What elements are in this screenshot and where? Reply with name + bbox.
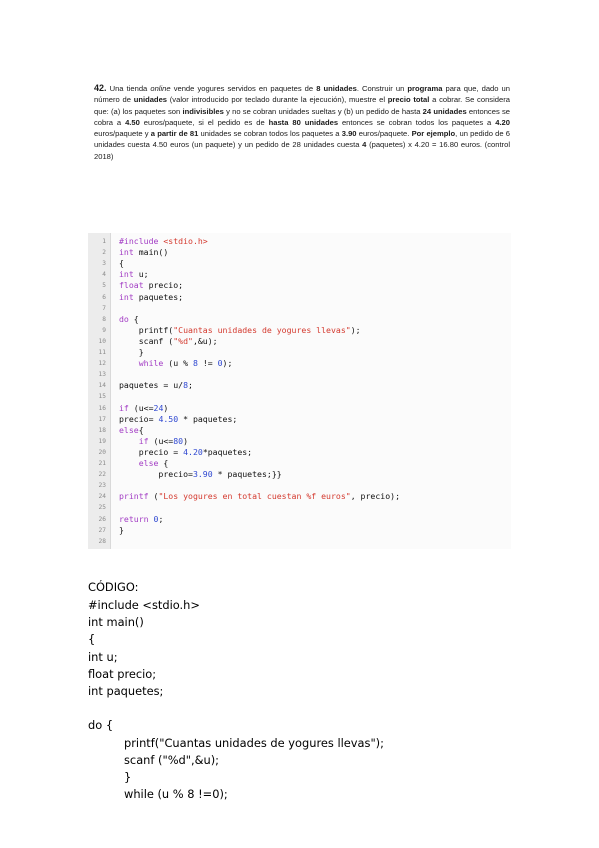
code-text: [119, 491, 400, 502]
exercise-statement: [94, 83, 510, 162]
code-token: do: [119, 313, 134, 324]
code-token: 0: [217, 358, 223, 369]
code-line: [88, 414, 511, 425]
code-text: [119, 258, 124, 269]
plain-code-line: float precio;: [88, 666, 157, 681]
code-token: , precio);: [350, 491, 400, 502]
statement-segment: 24 unidades: [422, 106, 467, 116]
code-token: !=: [197, 358, 218, 369]
line-number: 8: [102, 315, 106, 323]
line-number: 7: [102, 304, 106, 312]
statement-segment: programa: [407, 84, 443, 93]
code-line: [88, 325, 511, 336]
code-token: );: [222, 358, 233, 369]
plain-code-line: #include <stdio.h>: [88, 598, 200, 612]
code-line: [88, 536, 511, 547]
line-number: 14: [98, 382, 106, 390]
code-text: [119, 269, 149, 280]
code-token: 24: [153, 402, 164, 413]
code-token: }: [119, 347, 144, 357]
code-token: {: [133, 313, 139, 324]
statement-segment: euros/paquete.: [356, 129, 412, 139]
code-screenshot: [88, 233, 511, 549]
statement-segment: indivisibles: [182, 106, 224, 116]
statement-segment: euros/paquete, si el pedido es de: [139, 117, 269, 127]
line-number: 13: [98, 371, 106, 379]
code-line: [88, 380, 511, 391]
code-token: (: [153, 491, 159, 502]
code-line: [88, 269, 511, 280]
plain-code-line: {: [88, 632, 96, 647]
code-line: [88, 391, 511, 402]
statement-segment: 4.20: [495, 117, 510, 127]
code-line: [88, 314, 511, 325]
code-token: ;: [188, 380, 193, 391]
code-token: "%d": [173, 335, 193, 346]
code-line: [88, 358, 511, 369]
statement-segment: y no se cobran unidades sueltas y (b) un pedido de hasta: [223, 106, 423, 116]
plain-code-line: do {: [88, 718, 114, 733]
code-line: [88, 280, 511, 291]
code-text: [119, 514, 163, 525]
code-text: [119, 469, 282, 480]
code-line: [88, 469, 511, 480]
code-text: [119, 247, 168, 258]
line-number: 19: [98, 437, 106, 445]
code-token: 4.50: [158, 413, 179, 424]
code-line: [88, 347, 511, 358]
code-text: [119, 447, 252, 458]
line-number: 1: [102, 238, 106, 245]
statement-segment: entonces se cobran todos los paquetes a: [338, 117, 496, 127]
code-line: [88, 447, 511, 458]
line-number: 16: [98, 404, 106, 412]
statement-segment: entonces se cobra a: [94, 106, 511, 127]
code-line: [88, 436, 511, 447]
line-number: 18: [98, 426, 106, 434]
code-line: [88, 514, 511, 525]
line-number: 28: [98, 537, 106, 545]
code-token: int: [119, 247, 139, 258]
plain-code-line: printf("Cuantas unidades de yogures llevas");: [124, 735, 384, 750]
code-token: (u %: [168, 358, 193, 369]
code-text: [119, 358, 232, 369]
code-token: int: [119, 291, 139, 302]
code-token: 4.20: [183, 446, 203, 457]
line-number: 21: [98, 460, 106, 467]
line-number: 9: [102, 326, 106, 334]
code-text: [119, 336, 218, 347]
code-token: (u<=: [133, 402, 154, 413]
code-token: else: [119, 424, 139, 435]
code-token: (u<=: [153, 435, 174, 446]
code-line: [88, 425, 511, 436]
line-number: 20: [98, 448, 106, 456]
code-token: * paquetes;}}: [212, 469, 282, 480]
line-number: 3: [102, 260, 106, 268]
code-token: if: [119, 402, 134, 413]
code-token: precio=: [119, 413, 159, 424]
code-token: while: [119, 358, 169, 369]
code-token: if: [119, 435, 154, 446]
statement-segment: Por ejemplo: [411, 129, 456, 139]
statement-segment: , un pedido de 6 unidades cuesta 4.50 euros (un paquete) y un pedido de 28 unidades cuesta: [94, 129, 510, 150]
line-number: 26: [98, 515, 106, 523]
code-token: paquetes;: [138, 291, 184, 302]
code-token: "Los yogures en total cuestan %f euros": [158, 491, 351, 502]
line-number: 17: [98, 415, 106, 423]
statement-segment: precio total: [387, 95, 430, 105]
plain-code-line: int main(): [88, 615, 144, 630]
code-token: 8: [192, 358, 198, 369]
exercise-text: [94, 84, 510, 161]
code-token: u;: [138, 269, 149, 280]
code-token: <stdio.h>: [163, 236, 208, 246]
code-text: [119, 380, 193, 391]
code-line: [88, 403, 511, 414]
code-text: [119, 236, 208, 247]
code-text: [119, 458, 168, 469]
statement-segment: Una tienda: [109, 84, 151, 93]
code-token: *paquetes;: [202, 446, 253, 457]
code-token: return: [119, 513, 154, 524]
line-number: 5: [102, 282, 106, 290]
statement-segment: 4.50: [125, 117, 140, 127]
code-line: [88, 236, 511, 247]
code-token: 8: [183, 380, 189, 391]
statement-segment: para que, dado un número de: [94, 84, 510, 105]
code-text: [119, 292, 183, 303]
code-token: precio =: [119, 446, 184, 457]
code-line: [88, 491, 511, 502]
line-number: 25: [98, 504, 106, 512]
code-token: ;: [158, 513, 164, 524]
line-number: 27: [98, 526, 106, 534]
code-token: printf(: [119, 324, 174, 335]
line-number: 2: [102, 249, 106, 257]
code-line: [88, 480, 511, 491]
code-token: ): [163, 402, 169, 413]
plain-code-line: while (u % 8 !=0);: [124, 787, 228, 802]
line-number: 11: [98, 349, 106, 356]
code-token: precio=: [119, 469, 193, 480]
statement-segment: unidades: [133, 95, 168, 105]
code-text: [119, 325, 361, 336]
code-token: float: [119, 280, 149, 291]
code-text: [119, 280, 183, 291]
line-number: 23: [98, 482, 106, 490]
code-token: 3.90: [192, 469, 213, 480]
statement-segment: online: [150, 84, 171, 93]
code-text: [119, 314, 139, 325]
code-text: [119, 525, 124, 536]
code-token: ): [183, 435, 189, 446]
code-token: 80: [173, 435, 184, 446]
plain-code-line: scanf ("%d",&u);: [124, 752, 220, 767]
code-text: [119, 436, 188, 447]
statement-segment: (paquetes) x 4.20 = 16.80 euros. (control 2018): [94, 140, 511, 161]
code-token: {: [138, 424, 144, 435]
statement-segment: a cobrar. Se considera que: (a) los paquetes son: [94, 95, 510, 116]
code-line: [88, 369, 511, 380]
code-line: [88, 303, 511, 314]
code-text: [119, 403, 168, 414]
statement-segment: hasta 80 unidades: [268, 117, 339, 127]
code-token: }: [119, 524, 124, 535]
code-line: [88, 292, 511, 303]
code-token: 0: [153, 513, 159, 524]
code-line: [88, 525, 511, 536]
line-number: 24: [98, 493, 106, 501]
code-token: scanf (: [119, 335, 174, 346]
code-text: [119, 425, 144, 436]
plain-code-line: int u;: [88, 649, 118, 664]
code-token: printf: [119, 491, 154, 502]
exercise-number: 42.: [94, 83, 107, 93]
statement-segment: vende yogures servidos en paquetes de: [170, 84, 317, 93]
code-text: [119, 414, 237, 425]
code-line: [88, 458, 511, 469]
statement-segment: (valor introducido por teclado durante la ejecución), muestre el: [167, 95, 388, 105]
code-token: );: [350, 324, 361, 335]
statement-segment: 4: [362, 140, 367, 150]
code-token: {: [163, 458, 169, 468]
code-text: [119, 347, 144, 358]
statement-segment: 3.90: [341, 129, 357, 139]
code-line: [88, 502, 511, 513]
code-token: "Cuantas unidades de yogures llevas": [173, 324, 351, 335]
code-line: [88, 247, 511, 258]
line-number: 12: [98, 360, 106, 368]
statement-segment: . Construir un: [356, 84, 408, 93]
code-token: int: [119, 269, 139, 280]
plain-code-line: int paquetes;: [88, 684, 164, 698]
plain-code-line: }: [124, 770, 132, 784]
code-token: else: [119, 458, 164, 468]
code-token: {: [119, 258, 124, 269]
code-token: precio;: [148, 280, 184, 291]
code-token: main(): [138, 247, 169, 258]
code-line: [88, 336, 511, 347]
line-number: 4: [102, 271, 106, 279]
statement-segment: unidades se cobran todos los paquetes a: [198, 129, 342, 139]
statement-segment: euros/paquete y: [94, 129, 151, 139]
code-token: paquetes = u/: [119, 380, 184, 391]
code-token: ,&u);: [192, 335, 218, 346]
code-line: [88, 258, 511, 269]
line-number: 15: [98, 393, 106, 401]
code-token: * paquetes;: [178, 413, 238, 424]
line-number: 22: [98, 471, 106, 479]
code-heading: CÓDIGO:: [88, 580, 139, 594]
statement-segment: a partir de 81: [150, 129, 199, 139]
statement-segment: 8 unidades: [316, 84, 357, 93]
line-number: 10: [98, 337, 106, 345]
code-token: #include: [119, 236, 164, 246]
line-number: 6: [102, 293, 106, 301]
